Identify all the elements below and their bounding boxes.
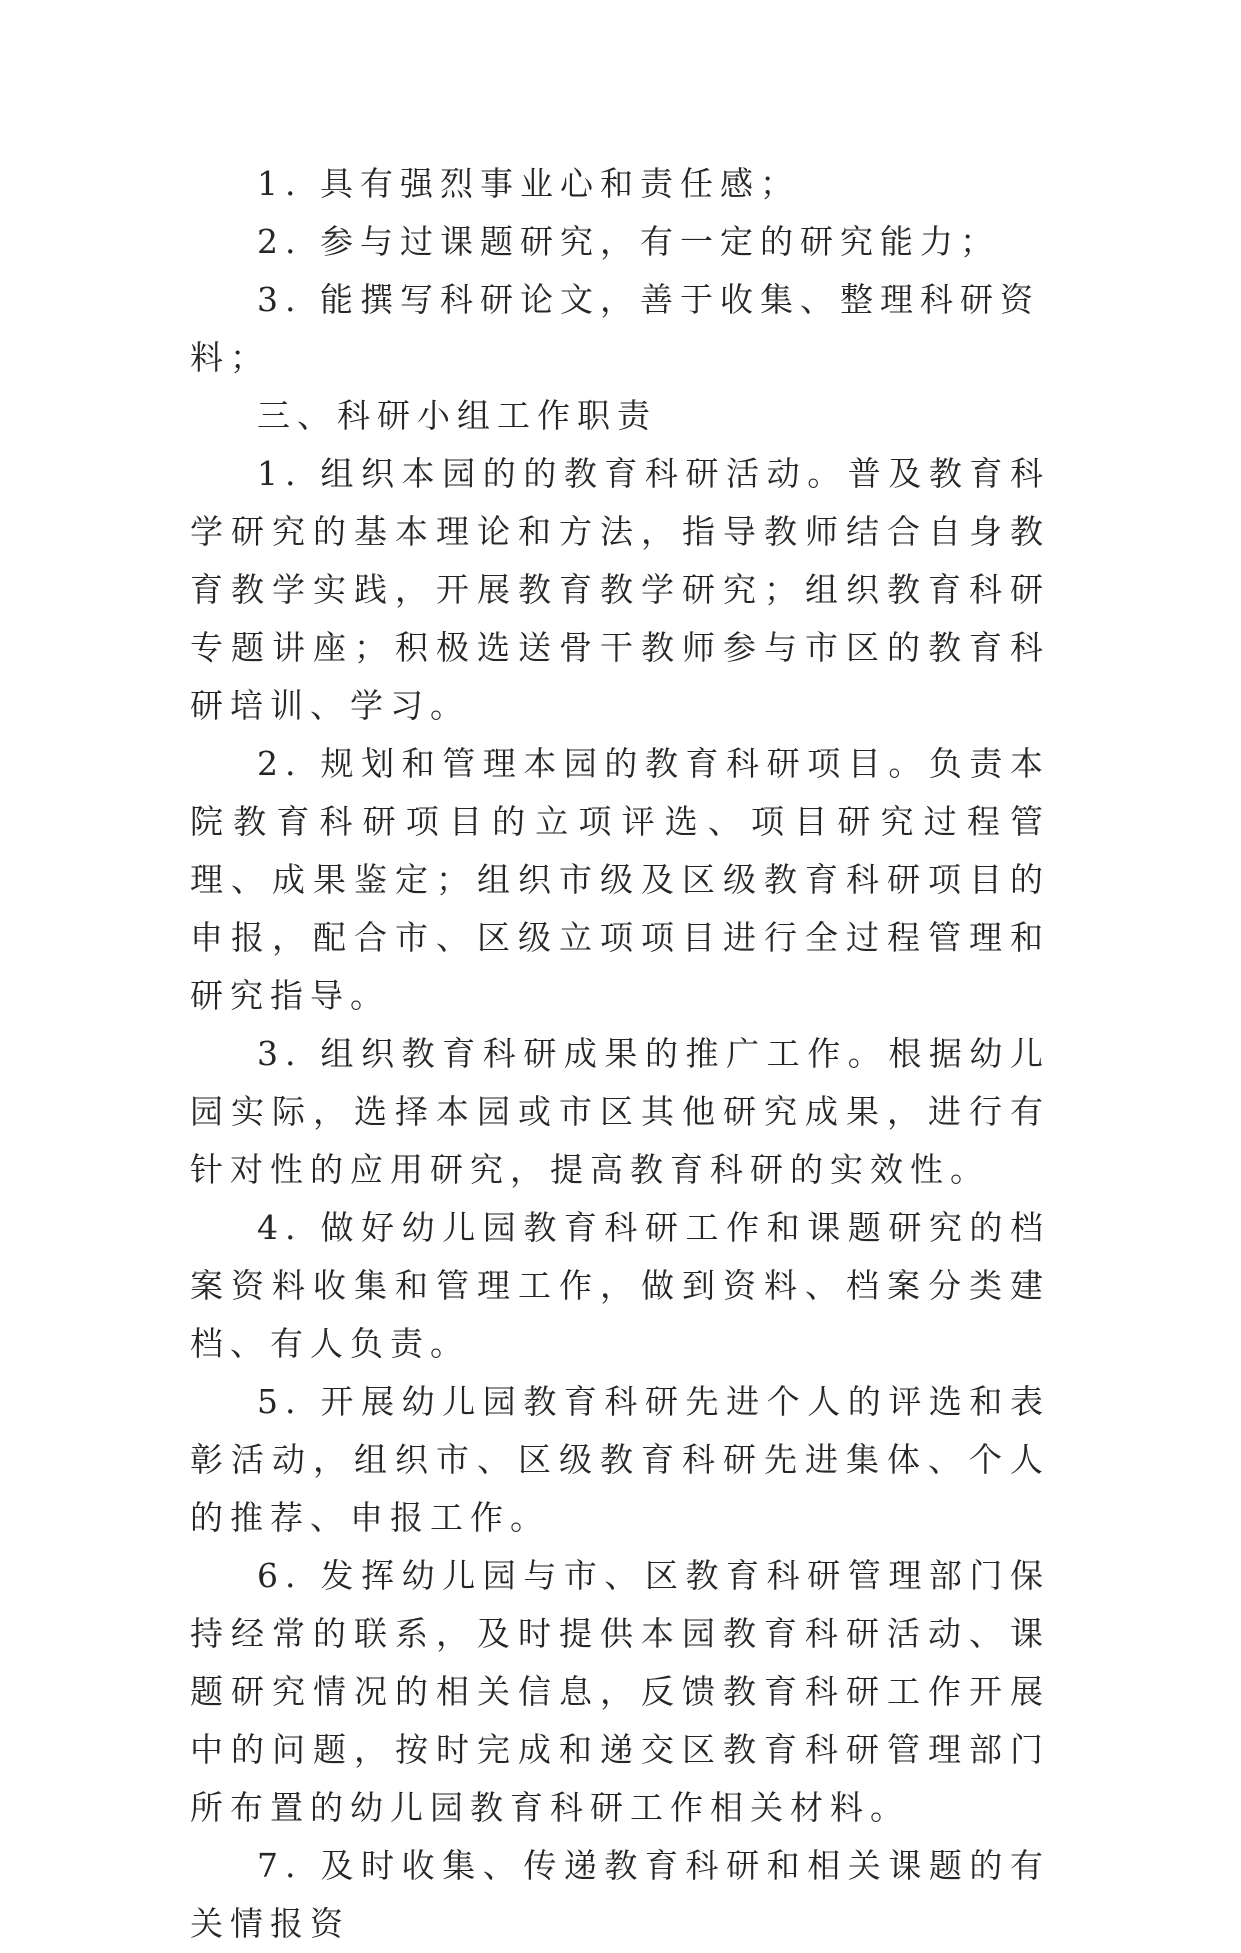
duty-paragraph-5: 5. 开展幼儿园教育科研先进个人的评选和表彰活动，组织市、区级教育科研先进集体、个人的推荐、申报工作。 bbox=[190, 1382, 1050, 1537]
duty-paragraph-6: 6. 发挥幼儿园与市、区教育科研管理部门保持经常的联系，及时提供本园教育科研活动、课题研究情况的相关信息，反馈教育科研工作开展中的问题，按时完成和递交区教育科研管理部门所布置的幼儿园教育科研工作相关材料。 bbox=[190, 1556, 1050, 1827]
duty-paragraph-7: 7. 及时收集、传递教育科研和相关课题的有关情报资 bbox=[190, 1846, 1050, 1943]
qualification-item-3: 3. 能撰写科研论文，善于收集、整理科研资料； bbox=[190, 280, 1040, 377]
duty-paragraph-3: 3. 组织教育科研成果的推广工作。根据幼儿园实际，选择本园或市区其他研究成果，进行有针对性的应用研究，提高教育科研的实效性。 bbox=[190, 1034, 1050, 1189]
qualification-item-2: 2. 参与过课题研究，有一定的研究能力； bbox=[257, 222, 1000, 261]
duty-paragraph-4: 4. 做好幼儿园教育科研工作和课题研究的档案资料收集和管理工作，做到资料、档案分类建档、有人负责。 bbox=[190, 1208, 1050, 1363]
document-body bbox=[190, 155, 1050, 1953]
qualification-item-1: 1. 具有强烈事业心和责任感； bbox=[257, 164, 800, 203]
duty-paragraph-1: 1. 组织本园的的教育科研活动。普及教育科学研究的基本理论和方法，指导教师结合自身教育教学实践，开展教育教学研究；组织教育科研专题讲座；积极选送骨干教师参与市区的教育科研培训、学习。 bbox=[190, 454, 1050, 725]
duty-paragraph-2: 2. 规划和管理本园的教育科研项目。负责本院教育科研项目的立项评选、项目研究过程管理、成果鉴定；组织市级及区级教育科研项目的申报，配合市、区级立项项目进行全过程管理和研究指导。 bbox=[190, 744, 1050, 1015]
section-heading: 三、科研小组工作职责 bbox=[257, 396, 657, 435]
